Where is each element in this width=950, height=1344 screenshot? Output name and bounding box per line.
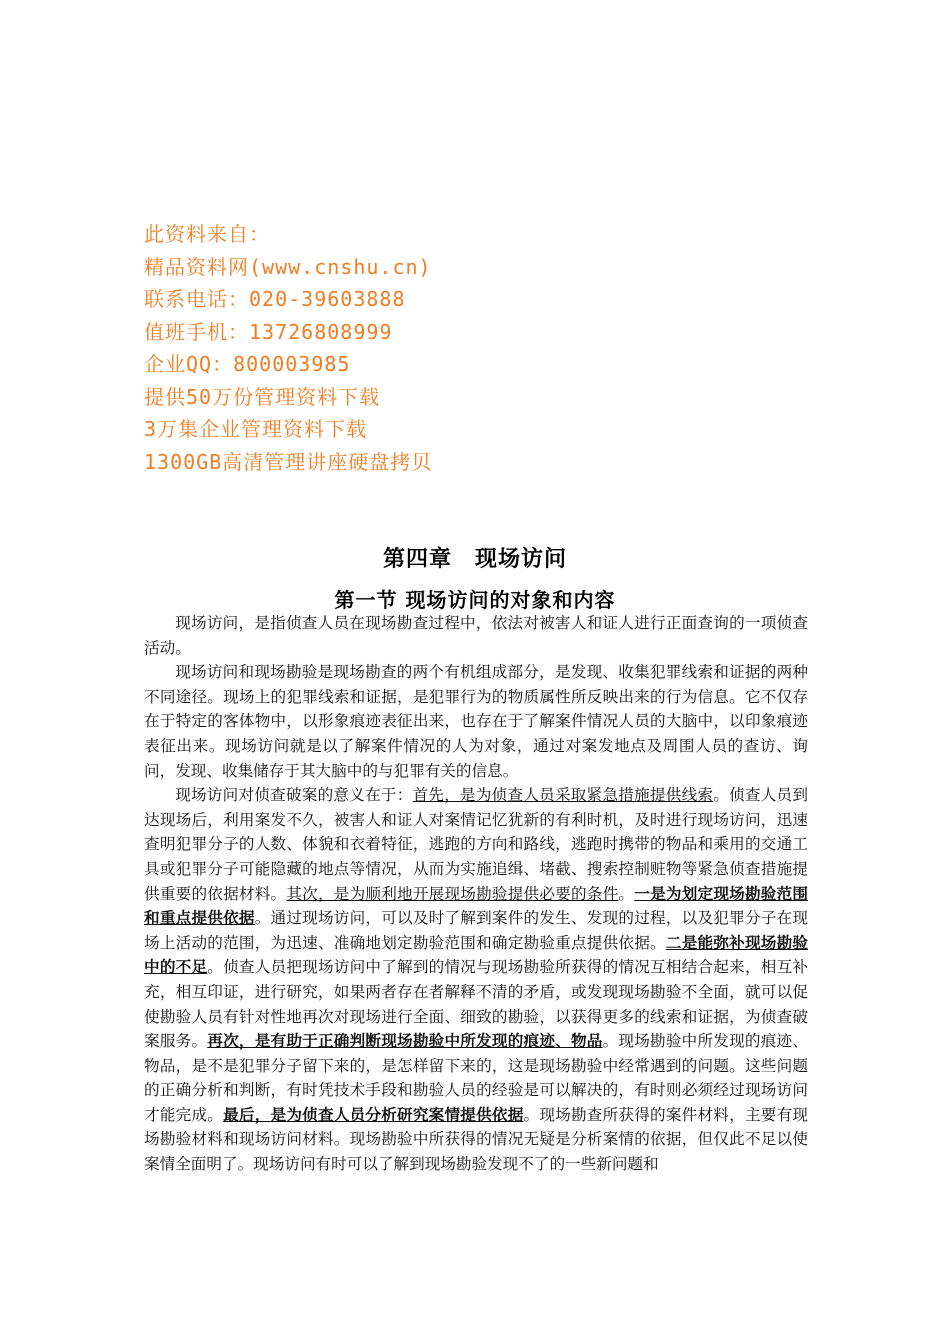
phone-line: 联系电话：020-39603888	[144, 287, 406, 311]
chapter-title: 第四章 现场访问	[382, 547, 567, 572]
text-run: 现场访问对侦查破案的意义在于：	[175, 786, 413, 805]
source-line: 此资料来自：	[144, 222, 270, 246]
point-last: 最后，是为侦查人员分析研究案情提供依据	[223, 1104, 524, 1124]
subpoint-two: 二是能弥补现场勘验中的不足	[144, 932, 808, 977]
qq-line: 企业QQ：800003985	[144, 352, 351, 376]
text-run: 。现场勘验中所发现的痕迹、物品，是不是犯罪分子留下来的，是怎样留下来的，这是现场勘验中经常遇到的问题。这些问题的正确分析和判断，有时凭技术手段和勘验人员的经验是可以解决的，有时则必须经过现场访问才能完成。	[144, 1032, 808, 1124]
source-website-line: 精品资料网(www.cnshu.cn)	[144, 254, 432, 279]
paragraph-significance	[144, 783, 808, 1177]
promo-line-1: 提供50万份管理资料下载	[144, 384, 381, 409]
mobile-line: 值班手机：13726808999	[144, 319, 393, 344]
text-run: 。侦查人员到达现场后，利用案发不久，被害人和证人对案情记忆犹新的有利时机，及时进行现场访问，迅速查明犯罪分子的人数、体貌和衣着特征，逃跑的方向和路线，逃跑时携带的物品和乘用的交通工具或犯罪分子可能隐藏的地点等情况，从而为实施追缉、堵截、搜索控制赃物等紧急侦查措施提供重要的依据材料。	[144, 786, 808, 903]
text-run: 。	[618, 884, 635, 903]
point-third: 再次，是有助于正确判断现场勘验中所发现的痕迹、物品	[207, 1031, 603, 1051]
promo-line-3: 1300GB高清管理讲座硬盘拷贝	[144, 449, 433, 474]
text-run: 。侦查人员把现场访问中了解到的情况与现场勘验所获得的情况互相结合起来，相互补充，相互印证，进行研究，如果两者存在者解释不清的矛盾，或发现现场勘验不全面，就可以促使勘验人员有针对性地再次对现场进行全面、细致的勘验，以获得更多的线索和证据，为侦查破案服务。	[144, 958, 808, 1051]
paragraph-relationship: 现场访问和现场勘验是现场勘查的两个有机组成部分，是发现、收集犯罪线索和证据的两种不同途径。现场上的犯罪线索和证据，是犯罪行为的物质属性所反映出来的行为信息。它不仅存在于特定的客体物中，以形象痕迹表征出来，也存在于了解案件情况人员的大脑中，以印象痕迹表征出来。现场访问就是以了解案件情况的人为对象，通过对案发地点及周围人员的查访、询问，发现、收集储存于其大脑中的与犯罪有关的信息。	[144, 663, 808, 780]
text-run: 。现场勘查所获得的案件材料，主要有现场勘验材料和现场访问材料。现场勘验中所获得的情况无疑是分析案情的依据，但仅此不足以使案情全面明了。现场访问有时可以了解到现场勘验发现不了的一些新问题和	[144, 1105, 808, 1174]
paragraph-definition: 现场访问，是指侦查人员在现场勘查过程中，依法对被害人和证人进行正面查询的一项侦查活动。	[144, 614, 808, 657]
point-second: 其次，是为顺利地开展现场勘验提供必要的条件	[286, 884, 619, 903]
text-run: 。通过现场访问，可以及时了解到案件的发生、发现的过程，以及犯罪分子在现场上活动的范围，为迅速、准确地划定勘验范围和确定勘验重点提供依据。	[144, 909, 808, 952]
point-first: 首先，是为侦查人员采取紧急措施提供线索	[412, 786, 714, 805]
subpoint-one: 一是为划定现场勘验范围和重点提供依据	[144, 883, 808, 928]
source-info-block	[144, 218, 564, 478]
section-title: 第一节 现场访问的对象和内容	[334, 588, 616, 612]
promo-line-2: 3万集企业管理资料下载	[144, 417, 368, 441]
body-text	[144, 611, 808, 1177]
